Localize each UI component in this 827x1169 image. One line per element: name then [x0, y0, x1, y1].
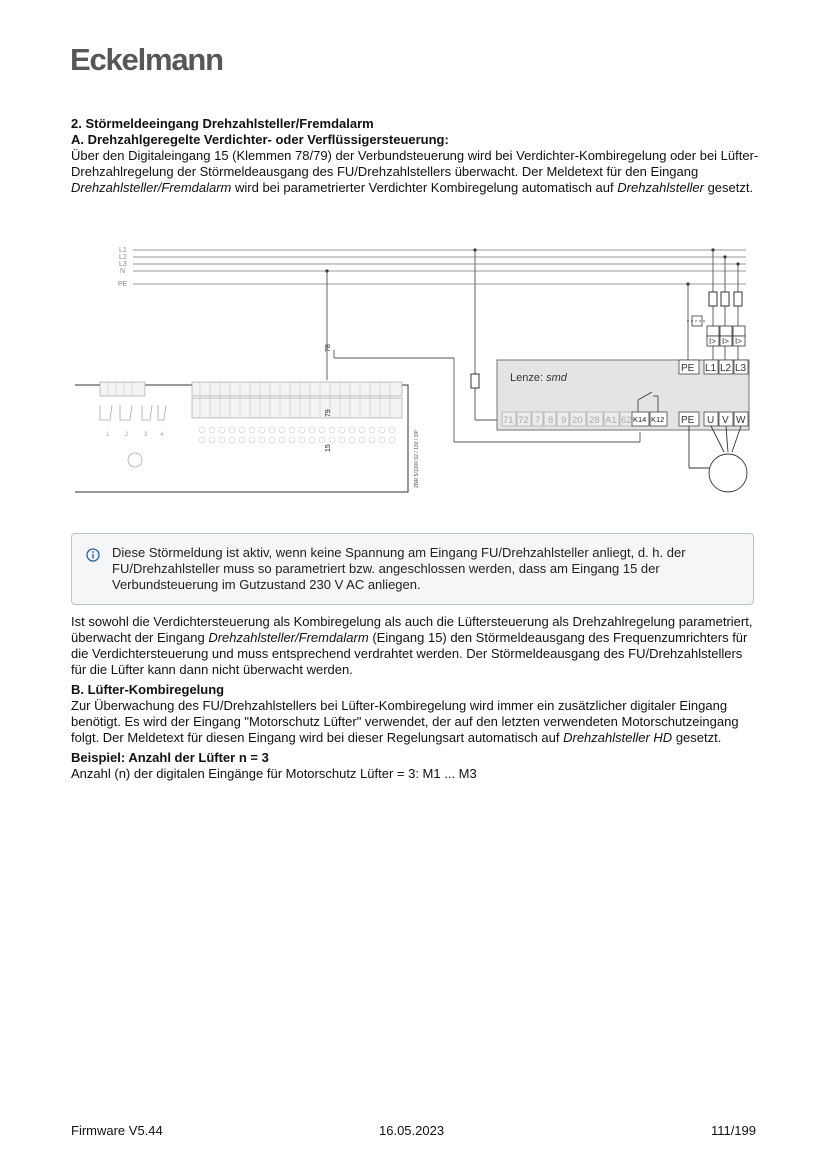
- text-span: gesetzt.: [703, 180, 754, 195]
- module-label: 3: [144, 432, 148, 438]
- line-label: PE: [118, 281, 128, 288]
- motor-terminal: U: [707, 415, 715, 426]
- terminal-bottom: 9: [561, 415, 567, 426]
- footer-page-number: 111/199: [710, 1123, 756, 1138]
- lenze-label-text: Lenze:: [510, 372, 547, 384]
- info-box: [71, 533, 754, 605]
- terminal-bottom: 72: [518, 415, 529, 426]
- terminal-78: 78: [325, 344, 332, 352]
- terminal-bottom: 20: [572, 415, 583, 426]
- motor-symbol: [689, 426, 747, 492]
- section-title: 2. Störmeldeeingang Drehzahlsteller/Fremdalarm: [71, 116, 374, 131]
- subsection-b-title: B. Lüfter-Kombiregelung: [71, 682, 225, 697]
- text-span: wird bei parametrierter Verdichter Kombiregelung automatisch auf: [231, 180, 618, 195]
- terminal-79: 79: [325, 409, 332, 417]
- lenze-label: [510, 372, 568, 384]
- motor-terminal: V: [722, 415, 729, 426]
- example-title: Beispiel: Anzahl der Lüfter n = 3: [71, 750, 269, 765]
- terminal-bottom: 71: [503, 415, 514, 426]
- paragraph-1: [71, 614, 761, 678]
- input-15: 15: [325, 444, 332, 452]
- controller-module: [75, 344, 420, 492]
- module-label: 2: [125, 432, 129, 438]
- line-label: L2: [119, 254, 127, 261]
- module-label: 4: [160, 432, 164, 438]
- line-label: L1: [119, 247, 127, 254]
- text-span: Ist sowohl die Verdichtersteuerung als Kombiregelung als auch die Lüftersteuerung als Drehzahlregelung parametriert, überwacht der Eingang: [71, 614, 753, 645]
- module-label: 1: [106, 432, 110, 438]
- svg-text:I>: I>: [722, 337, 729, 346]
- text-span: Zur Überwachung des FU/Drehzahlstellers bei Lüfter-Kombiregelung wird immer ein zusätzlicher digitaler Eingang benötigt. Es wird der Eingang "Motorschutz Lüfter" verwendet, der auf den letzten verwendeten Motorschutzeingang folgt. Der Meldetext für diesen Eingang wird bei dieser Regelungsart automatisch auf: [71, 698, 739, 745]
- terminal-bottom: 28: [589, 415, 600, 426]
- line-labels: [118, 247, 128, 288]
- example-text: Anzahl (n) der digitalen Eingänge für Motorschutz Lüfter = 3: M1 ... M3: [71, 766, 477, 781]
- line-label: N: [120, 268, 126, 275]
- terminal-top: L2: [720, 363, 732, 374]
- lenze-model: smd: [546, 372, 567, 384]
- terminal-bottom: 8: [548, 415, 554, 426]
- info-icon: [86, 548, 100, 562]
- terminal-top: PE: [681, 363, 695, 374]
- italic-term: Drehzahlsteller/Fremdalarm: [208, 630, 369, 645]
- text-span: gesetzt.: [672, 730, 722, 745]
- terminal-bottom: A1: [605, 415, 617, 426]
- subsection-a-title: A. Drehzahlgeregelte Verdichter- oder Verflüssigersteuerung:: [71, 132, 449, 147]
- wiring-diagram: [70, 240, 760, 502]
- terminal-top: L1: [705, 363, 717, 374]
- text-span: (Eingang 15) den Störmeldeausgang des Frequenzumrichters für die Verdichtersteuerung und muss entsprechend verdrahtet werden. Der Störmeldeausgang des FU/Drehzahlstellers für die Lüfter kann dann nicht überwacht werden.: [71, 630, 748, 677]
- italic-term: Drehzahlsteller: [617, 180, 704, 195]
- footer-firmware: Firmware V5.44: [71, 1123, 163, 1138]
- section-body: [71, 614, 761, 782]
- paragraph-b: [71, 698, 761, 746]
- italic-term: Drehzahlsteller/Fremdalarm: [71, 180, 232, 195]
- svg-text:I>: I>: [735, 337, 742, 346]
- paragraph-a: [71, 148, 761, 196]
- terminal-k12: K12: [651, 415, 665, 424]
- supply-lines: [133, 250, 746, 284]
- section-intro: [71, 116, 761, 196]
- footer-date: 16.05.2023: [379, 1123, 445, 1138]
- terminal-bottom: 7: [535, 415, 541, 426]
- italic-term: Drehzahlsteller HD: [563, 730, 673, 745]
- module-code: ZNR 5/1000 92 / 130 / OP: [414, 430, 420, 488]
- svg-text:I>: I>: [709, 337, 716, 346]
- line-label: L3: [119, 261, 127, 268]
- text-span: Über den Digitaleingang 15 (Klemmen 78/79) der Verbundsteuerung wird bei Verdichter-Kombiregelung oder bei Lüfter-Drehzahlregelung der Störmeldeausgang des FU/Drehzahlstellers überwacht. Der Meldetext für den Eingang: [71, 148, 759, 179]
- info-text: Diese Störmeldung ist aktiv, wenn keine Spannung am Eingang FU/Drehzahlsteller anliegt, d. h. der FU/Drehzahlsteller muss so parametriert bzw. angeschlossen werden, dass am Eingang 15 der Verbundsteuerung im Gutzustand 230 V AC anliegen.: [112, 545, 686, 592]
- motor-terminal: PE: [681, 415, 695, 426]
- terminal-bottom: 62: [621, 415, 632, 426]
- terminal-top: L3: [735, 363, 747, 374]
- motor-terminal: W: [736, 415, 746, 426]
- terminal-k14: K14: [633, 415, 647, 424]
- eckelmann-logo: Eckelmann: [70, 42, 223, 77]
